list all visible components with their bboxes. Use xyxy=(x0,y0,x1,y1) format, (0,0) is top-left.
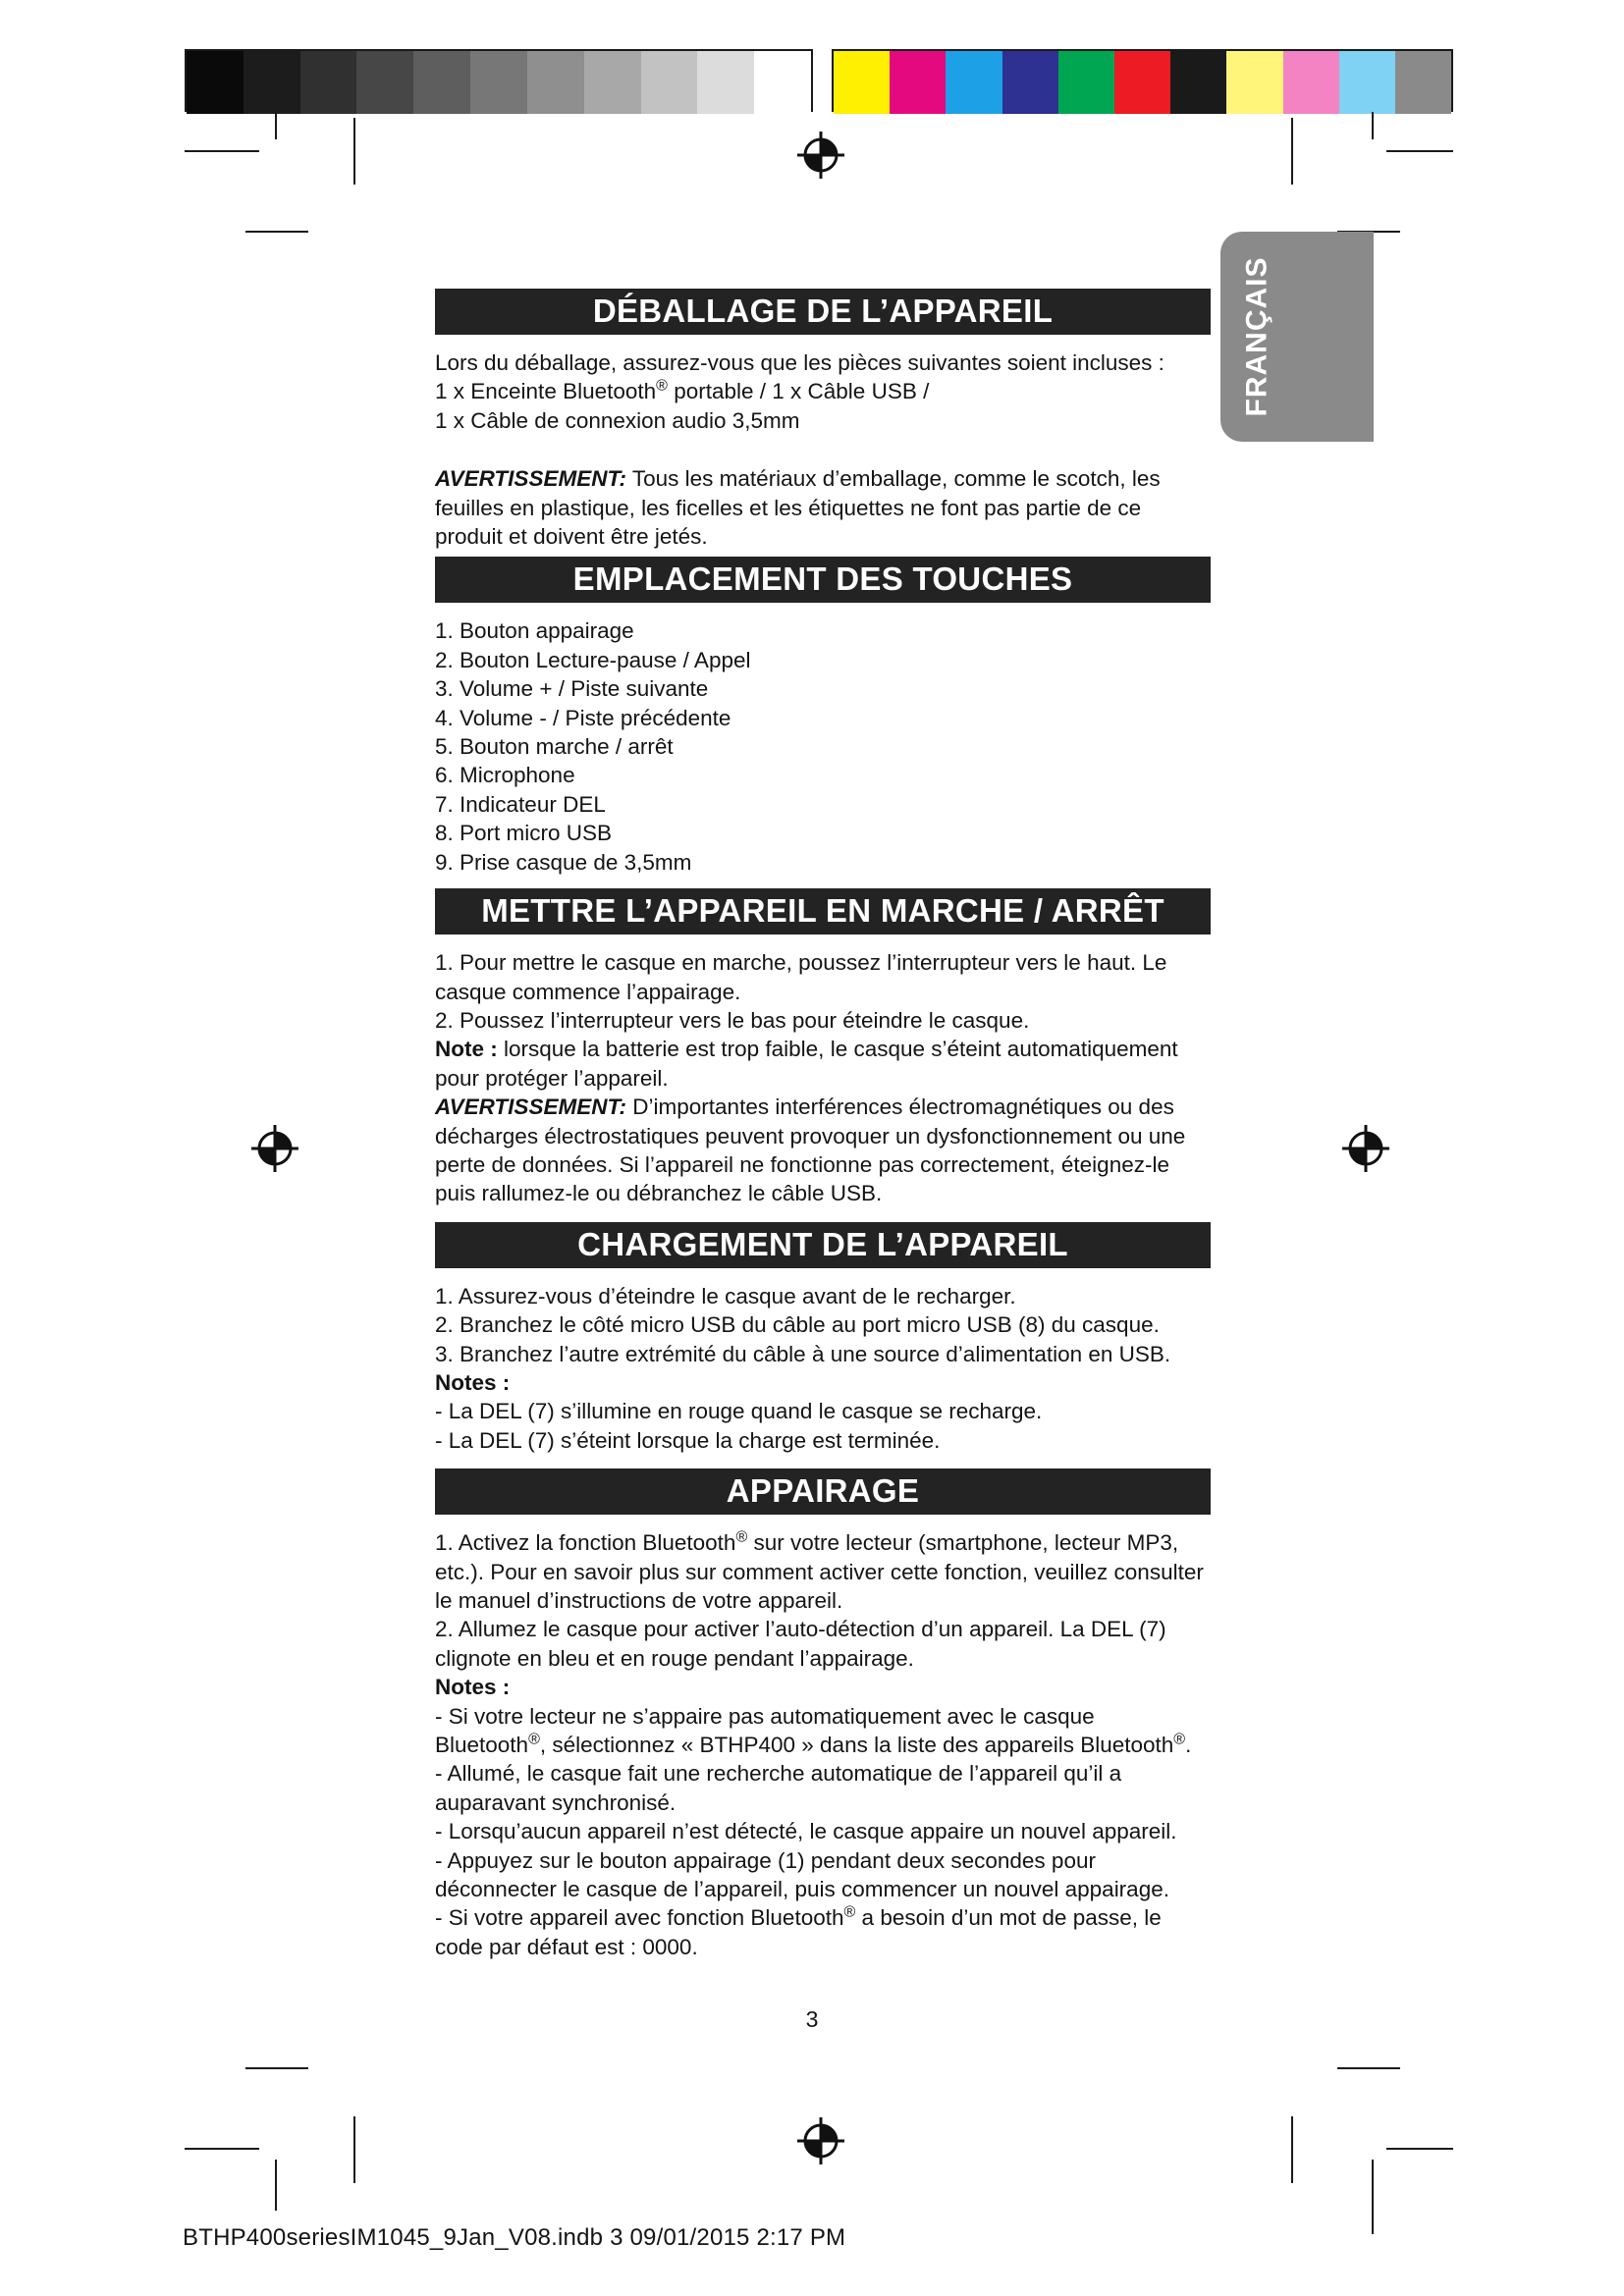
section-title-pairing: APPAIRAGE xyxy=(435,1468,1211,1515)
registration-mark-icon xyxy=(1340,1123,1391,1174)
crop-mark xyxy=(1337,2067,1400,2069)
crop-mark xyxy=(1291,118,1293,185)
crop-mark xyxy=(245,231,308,233)
list-item: 6. Microphone xyxy=(435,763,575,788)
unboxing-intro: Lors du déballage, assurez-vous que les pièces suivantes soient incluses : xyxy=(435,350,1164,375)
crop-mark xyxy=(1386,2148,1453,2150)
color-swatch xyxy=(244,51,300,114)
list-item: 4. Volume - / Piste précédente xyxy=(435,705,731,730)
registration-mark-icon xyxy=(795,2115,846,2166)
crop-mark xyxy=(1291,2116,1293,2183)
crop-mark xyxy=(275,112,277,139)
section-title-controls: EMPLACEMENT DES TOUCHES xyxy=(435,557,1211,603)
power-step-1: 1. Pour mettre le casque en marche, poussez l’interrupteur vers le haut. Le casque commence l’appairage. xyxy=(435,950,1167,1004)
section-title-unboxing: DÉBALLAGE DE L’APPAREIL xyxy=(435,289,1211,335)
power-step-2: 2. Poussez l’interrupteur vers le bas pour éteindre le casque. xyxy=(435,1007,1030,1033)
crop-mark xyxy=(1372,2160,1374,2234)
color-swatch xyxy=(300,51,357,114)
crop-mark xyxy=(275,2160,277,2211)
color-swatch xyxy=(1395,51,1451,114)
charging-step-3: 3. Branchez l’autre extrémité du câble à une source d’alimentation en USB. xyxy=(435,1341,1171,1366)
charging-note-1: - La DEL (7) s’illumine en rouge quand le casque se recharge. xyxy=(435,1399,1043,1424)
pairing-note-5: - Si votre appareil avec fonction Bluetooth® a besoin d’un mot de passe, le code par défaut est : 0000. xyxy=(435,1903,1162,1959)
color-swatch xyxy=(1114,51,1170,114)
color-swatch xyxy=(584,51,641,114)
pairing-note-4: - Appuyez sur le bouton appairage (1) pendant deux secondes pour déconnecter le casque de l’appareil, puis commencer un nouvel appairage. xyxy=(435,1847,1169,1902)
pairing-note-2: - Allumé, le casque fait une recherche automatique de l’appareil qu’il a auparavant synchronisé. xyxy=(435,1761,1122,1815)
controls-list xyxy=(435,616,1211,877)
page-number: 3 xyxy=(805,2006,819,2032)
color-swatch xyxy=(1170,51,1226,114)
list-item: 2. Bouton Lecture-pause / Appel xyxy=(435,647,751,672)
list-item: 9. Prise casque de 3,5mm xyxy=(435,849,692,875)
crop-mark xyxy=(1372,112,1374,139)
registration-mark-icon xyxy=(249,1123,300,1174)
power-warning: AVERTISSEMENT: D’importantes interférences électromagnétiques ou des décharges électrostatiques peuvent provoquer un dysfonctionnement ou une perte de données. Si l’appareil ne fonctionne pas correctement, éteignez-le puis rallumez-le ou débranchez le câble USB. xyxy=(435,1095,1186,1206)
crop-mark xyxy=(185,2148,259,2150)
color-swatch xyxy=(834,51,890,114)
color-swatch xyxy=(754,51,811,114)
registration-mark-icon xyxy=(795,130,846,181)
pairing-step-1: 1. Activez la fonction Bluetooth® sur votre lecteur (smartphone, lecteur MP3, etc.). Pour en savoir plus sur comment activer cette fonction, veuillez consulter le manuel d’instructions de votre appareil. xyxy=(435,1528,1204,1613)
color-swatch xyxy=(1283,51,1339,114)
color-swatch xyxy=(527,51,584,114)
pairing-notes-label: Notes : xyxy=(435,1675,511,1700)
color-swatch xyxy=(1226,51,1282,114)
unboxing-warning: AVERTISSEMENT: Tous les matériaux d’emballage, comme le scotch, les feuilles en plastique, les ficelles et les étiquettes ne font pas partie de ce produit et doivent être jetés. xyxy=(435,466,1161,550)
language-tab-label: FRANÇAIS xyxy=(1240,256,1272,417)
color-swatch xyxy=(1002,51,1058,114)
manual-content xyxy=(435,289,1211,1961)
color-swatch xyxy=(413,51,470,114)
color-swatch xyxy=(187,51,244,114)
pairing-note-1: - Si votre lecteur ne s’appaire pas automatiquement avec le casque Bluetooth®, sélectionnez « BTHP400 » dans la liste des appareils Bluetooth®. xyxy=(435,1703,1192,1758)
color-swatch xyxy=(641,51,698,114)
color-swatch xyxy=(946,51,1001,114)
crop-mark xyxy=(353,118,355,185)
pairing-step-2: 2. Allumez le casque pour activer l’auto-détection d’un appareil. La DEL (7) clignote en bleu et en rouge pendant l’appairage. xyxy=(435,1617,1166,1671)
power-note: Note : lorsque la batterie est trop faible, le casque s’éteint automatiquement pour protéger l’appareil. xyxy=(435,1037,1178,1091)
color-calibration-bar-grayscale xyxy=(185,49,813,112)
list-item: 1. Bouton appairage xyxy=(435,618,634,644)
color-swatch xyxy=(890,51,946,114)
unboxing-items-line1: 1 x Enceinte Bluetooth® portable / 1 x Câble USB / xyxy=(435,377,930,404)
color-swatch xyxy=(1339,51,1395,114)
footer-slug: BTHP400seriesIM1045_9Jan_V08.indb 3 09/01/2015 2:17 PM xyxy=(183,2224,846,2251)
unboxing-items-line2: 1 x Câble de connexion audio 3,5mm xyxy=(435,407,800,433)
charging-note-2: - La DEL (7) s’éteint lorsque la charge est terminée. xyxy=(435,1427,941,1453)
pairing-note-3: - Lorsqu’aucun appareil n’est détecté, le casque appaire un nouvel appareil. xyxy=(435,1819,1177,1844)
list-item: 3. Volume + / Piste suivante xyxy=(435,676,709,702)
crop-mark xyxy=(353,2116,355,2183)
list-item: 7. Indicateur DEL xyxy=(435,791,606,817)
charging-notes-label: Notes : xyxy=(435,1369,511,1395)
section-title-power: METTRE L’APPAREIL EN MARCHE / ARRÊT xyxy=(435,888,1211,934)
section-title-charging: CHARGEMENT DE L’APPAREIL xyxy=(435,1222,1211,1268)
list-item: 8. Port micro USB xyxy=(435,821,613,846)
charging-step-2: 2. Branchez le côté micro USB du câble au port micro USB (8) du casque. xyxy=(435,1312,1160,1338)
color-swatch xyxy=(356,51,413,114)
list-item: 5. Bouton marche / arrêt xyxy=(435,734,674,760)
charging-step-1: 1. Assurez-vous d’éteindre le casque avant de le recharger. xyxy=(435,1283,1016,1308)
color-calibration-bar-color xyxy=(832,49,1453,112)
crop-mark xyxy=(185,150,259,152)
crop-mark xyxy=(245,2067,308,2069)
crop-mark xyxy=(1386,150,1453,152)
color-swatch xyxy=(697,51,754,114)
color-swatch xyxy=(470,51,527,114)
color-swatch xyxy=(1058,51,1114,114)
